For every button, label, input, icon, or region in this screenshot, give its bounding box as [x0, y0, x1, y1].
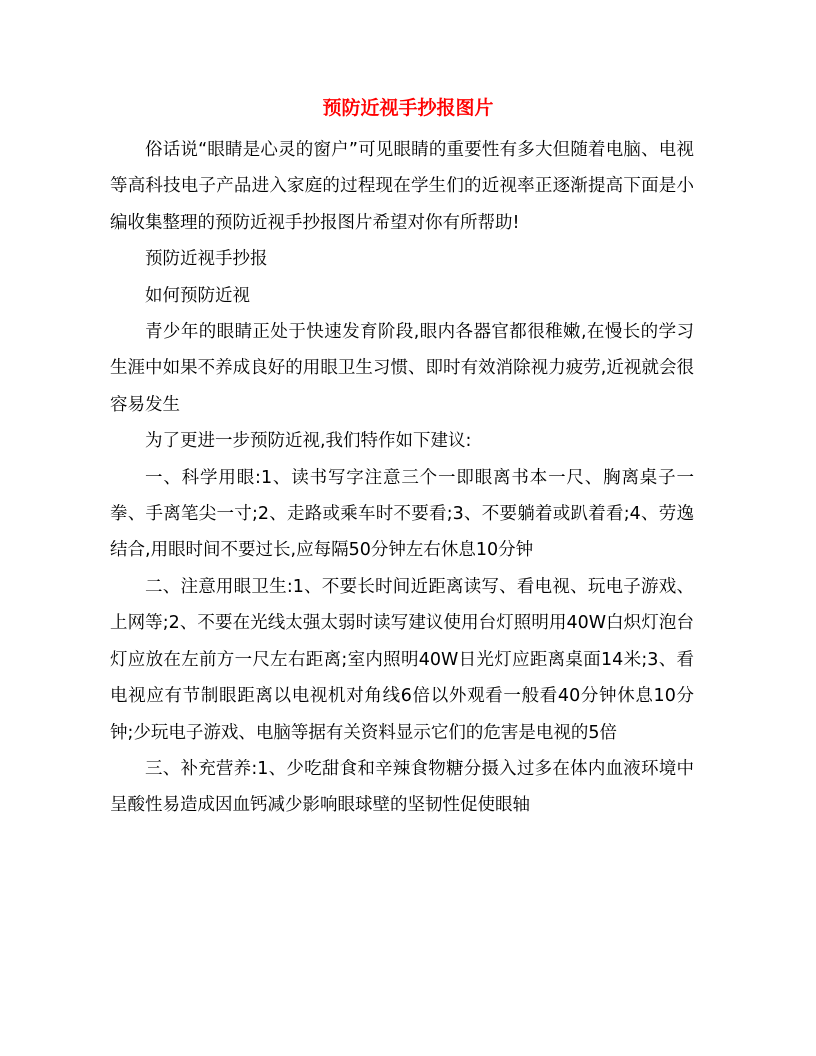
paragraph-scientific-eye-use: 一、科学用眼:1、读书写字注意三个一即眼离书本一尺、胸离桌子一拳、手离笔尖一寸;2、走路或乘车时不要看;3、不要躺着或趴着看;4、劳逸结合,用眼时间不要过长,应每隔50分钟左右休息10分钟: [110, 467, 694, 561]
paragraph-teen-eyes: 青少年的眼睛正处于快速发育阶段,眼内各器官都很稚嫩,在慢长的学习生涯中如果不养成良好的用眼卫生习惯、即时有效消除视力疲劳,近视就会很容易发生: [110, 322, 694, 415]
document-body: [110, 132, 694, 824]
paragraph-intro: 俗话说“眼睛是心灵的窗户”可见眼睛的重要性有多大但随着电脑、电视等高科技电子产品进入家庭的过程现在学生们的近视率正逐渐提高下面是小编收集整理的预防近视手抄报图片希望对你有所帮助!: [110, 140, 694, 233]
paragraph-heading-how: 如何预防近视: [145, 285, 250, 306]
paragraph-eye-hygiene: 二、注意用眼卫生:1、不要长时间近距离读写、看电视、玩电子游戏、上网等;2、不要在光线太强太弱时读写建议使用台灯照明用40W白炽灯泡台灯应放在左前方一尺左右距离;室内照明40W日光灯应距离桌面14米;3、看电视应有节制眼距离以电视机对角线6倍以外观看一般看40分钟休息10分钟;少玩电子游戏、电脑等据有关资料显示它们的危害是电视的5倍: [110, 576, 694, 743]
paragraph-heading-poster: 预防近视手抄报: [145, 249, 268, 270]
document-title: 预防近视手抄报图片: [322, 97, 494, 119]
paragraph-nutrition: 三、补充营养:1、少吃甜食和辛辣食物糖分摄入过多在体内血液环境中呈酸性易造成因血钙减少影响眼球壁的坚韧性促使眼轴: [110, 758, 694, 816]
paragraph-suggestions-intro: 为了更进一步预防近视,我们特作如下建议:: [145, 431, 472, 452]
